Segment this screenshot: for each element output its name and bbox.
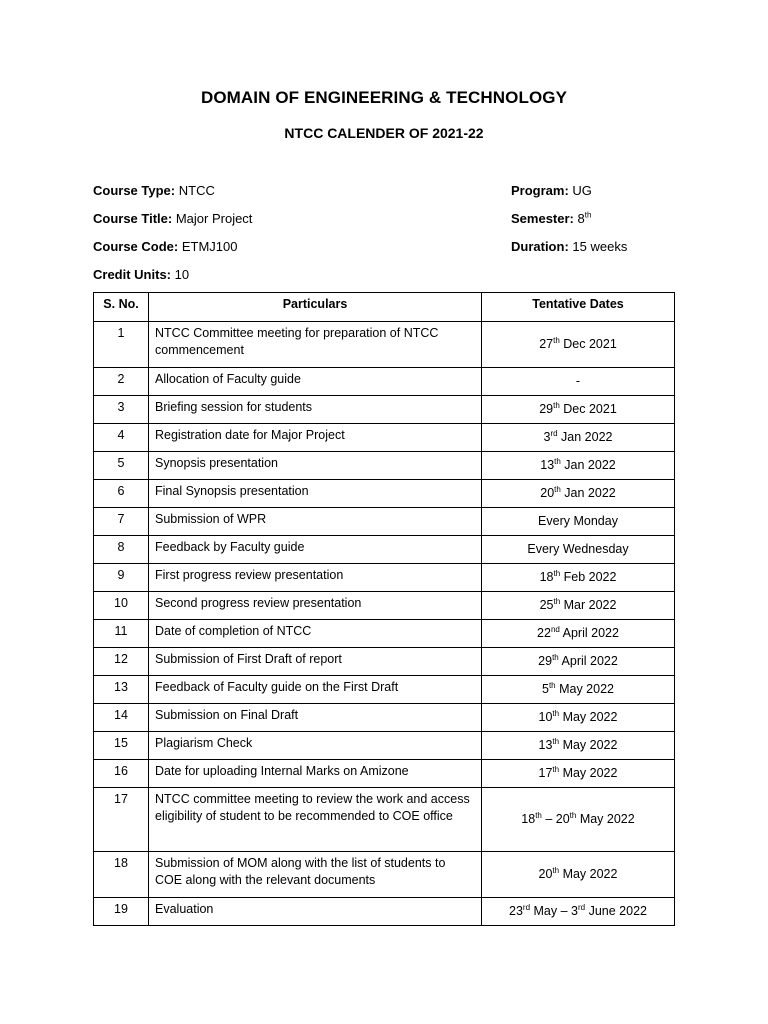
row-date	[482, 508, 675, 536]
row-sno: 15	[94, 732, 149, 760]
row-date	[482, 676, 675, 704]
semester	[511, 211, 591, 226]
row-date	[482, 732, 675, 760]
table-row	[94, 368, 675, 396]
row-sno: 5	[94, 452, 149, 480]
date-text: 29	[539, 402, 554, 416]
table-row	[94, 898, 675, 926]
date-ordinal-suffix: th	[552, 708, 560, 718]
date-text: 20	[538, 867, 553, 881]
date-text: May 2022	[576, 812, 635, 826]
table-row	[94, 788, 675, 852]
row-date	[482, 898, 675, 926]
row-date	[482, 760, 675, 788]
duration-label: Duration:	[511, 239, 569, 254]
date-text: May –	[530, 904, 572, 918]
date-text: 10	[538, 710, 553, 724]
table-row	[94, 732, 675, 760]
header-particulars: Particulars	[149, 293, 482, 322]
date-text: 17	[538, 766, 553, 780]
course-title-label: Course Title:	[93, 211, 173, 226]
date-text: 29	[538, 654, 553, 668]
row-sno: 10	[94, 592, 149, 620]
date-text: 20	[540, 486, 555, 500]
date-text: 18	[539, 570, 554, 584]
row-particular: Final Synopsis presentation	[149, 480, 482, 508]
date-text: -	[575, 374, 581, 388]
date-text: 25	[539, 598, 554, 612]
program	[511, 183, 592, 198]
row-particular: Submission of First Draft of report	[149, 648, 482, 676]
date-text: –	[541, 812, 556, 826]
row-particular: Submission of WPR	[149, 508, 482, 536]
row-date	[482, 788, 675, 852]
date-text: Jan 2022	[560, 458, 616, 472]
table-row	[94, 424, 675, 452]
table-row	[94, 648, 675, 676]
ntcc-calendar-table	[93, 292, 675, 926]
date-text: Jan 2022	[557, 430, 613, 444]
date-text: Every Wednesday	[527, 542, 629, 556]
date-text: Feb 2022	[560, 570, 617, 584]
row-particular: Date of completion of NTCC	[149, 620, 482, 648]
row-particular: Registration date for Major Project	[149, 424, 482, 452]
date-ordinal-suffix: th	[554, 484, 561, 494]
date-text: 27	[539, 337, 554, 351]
date-ordinal-suffix: nd	[550, 624, 560, 634]
date-ordinal-suffix: th	[552, 736, 560, 746]
row-particular: Briefing session for students	[149, 396, 482, 424]
date-ordinal-suffix: th	[553, 400, 560, 410]
row-date	[482, 620, 675, 648]
semester-value: 8th	[577, 210, 592, 226]
date-ordinal-suffix: th	[554, 456, 561, 466]
row-date	[482, 424, 675, 452]
table-row	[94, 396, 675, 424]
course-type	[93, 183, 215, 198]
row-particular: Date for uploading Internal Marks on Amizone	[149, 760, 482, 788]
date-text: April 2022	[559, 626, 619, 640]
table-body	[94, 322, 675, 926]
date-text: 13	[538, 738, 553, 752]
row-particular: Submission on Final Draft	[149, 704, 482, 732]
date-text: 5	[542, 682, 549, 696]
table-row	[94, 852, 675, 898]
row-sno: 19	[94, 898, 149, 926]
header-sno: S. No.	[94, 293, 149, 322]
date-text: May 2022	[555, 682, 614, 696]
credit-units-value: 10	[174, 267, 190, 282]
row-date	[482, 536, 675, 564]
date-text: Dec 2021	[559, 337, 617, 351]
table-row	[94, 592, 675, 620]
row-date	[482, 704, 675, 732]
table-header-row	[94, 293, 675, 322]
date-text: May 2022	[559, 738, 618, 752]
course-title	[93, 211, 252, 226]
table-row	[94, 620, 675, 648]
table-row	[94, 564, 675, 592]
row-particular: Plagiarism Check	[149, 732, 482, 760]
date-ordinal-suffix: th	[535, 810, 542, 820]
row-particular: Second progress review presentation	[149, 592, 482, 620]
row-particular: Synopsis presentation	[149, 452, 482, 480]
table-row	[94, 480, 675, 508]
table-row	[94, 704, 675, 732]
table-row	[94, 536, 675, 564]
row-particular: Allocation of Faculty guide	[149, 368, 482, 396]
row-sno: 16	[94, 760, 149, 788]
date-ordinal-suffix: rd	[550, 428, 558, 438]
row-date	[482, 648, 675, 676]
row-date	[482, 452, 675, 480]
row-date	[482, 852, 675, 898]
row-date	[482, 480, 675, 508]
duration-value: 15 weeks	[572, 239, 628, 254]
course-type-label: Course Type:	[93, 183, 176, 198]
course-title-value: Major Project	[175, 211, 253, 226]
date-ordinal-suffix: th	[553, 568, 561, 578]
row-particular: Evaluation	[149, 898, 482, 926]
page-subtitle: NTCC CALENDER OF 2021-22	[284, 125, 484, 141]
row-sno: 3	[94, 396, 149, 424]
credit-units-label: Credit Units:	[93, 267, 171, 282]
date-text: June 2022	[585, 904, 647, 918]
row-particular: First progress review presentation	[149, 564, 482, 592]
row-sno: 13	[94, 676, 149, 704]
program-label: Program:	[511, 183, 569, 198]
row-sno: 11	[94, 620, 149, 648]
program-value: UG	[572, 183, 592, 198]
date-ordinal-suffix: th	[552, 865, 560, 875]
row-sno: 1	[94, 322, 149, 368]
row-date	[482, 322, 675, 368]
date-text: 20	[555, 812, 570, 826]
date-text: May 2022	[559, 710, 618, 724]
date-text: 18	[521, 812, 536, 826]
row-sno: 6	[94, 480, 149, 508]
row-particular: Feedback of Faculty guide on the First Draft	[149, 676, 482, 704]
date-ordinal-suffix: th	[553, 335, 560, 345]
date-text: 22	[537, 626, 551, 640]
row-date	[482, 396, 675, 424]
duration	[511, 239, 627, 254]
row-sno: 7	[94, 508, 149, 536]
date-text: May 2022	[559, 867, 618, 881]
table-row	[94, 676, 675, 704]
date-text: Every Monday	[538, 514, 618, 528]
date-ordinal-suffix: rd	[578, 902, 586, 912]
row-date	[482, 564, 675, 592]
credit-units	[93, 267, 189, 282]
date-ordinal-suffix: th	[548, 680, 556, 690]
row-sno: 12	[94, 648, 149, 676]
row-particular: Submission of MOM along with the list of students to COE along with the relevant documents	[149, 852, 482, 898]
course-code-label: Course Code:	[93, 239, 179, 254]
row-date	[482, 368, 675, 396]
date-text: Dec 2021	[559, 402, 617, 416]
date-ordinal-suffix: th	[569, 810, 577, 820]
row-sno: 8	[94, 536, 149, 564]
semester-label: Semester:	[511, 211, 574, 226]
course-code	[93, 239, 238, 254]
row-sno: 4	[94, 424, 149, 452]
header-dates: Tentative Dates	[482, 293, 675, 322]
page-title: DOMAIN OF ENGINEERING & TECHNOLOGY	[200, 88, 568, 107]
date-text: April 2022	[558, 654, 618, 668]
row-particular: Feedback by Faculty guide	[149, 536, 482, 564]
row-sno: 9	[94, 564, 149, 592]
date-ordinal-suffix: th	[553, 596, 561, 606]
date-ordinal-suffix: th	[552, 764, 560, 774]
date-text: 3	[571, 904, 578, 918]
date-ordinal-suffix: th	[552, 652, 559, 662]
row-sno: 2	[94, 368, 149, 396]
row-particular: NTCC committee meeting to review the work and access eligibility of student to be recommended to COE office	[149, 788, 482, 852]
date-text: May 2022	[559, 766, 618, 780]
row-date	[482, 592, 675, 620]
row-sno: 14	[94, 704, 149, 732]
date-text: 3	[543, 430, 551, 444]
course-code-value: ETMJ100	[181, 239, 238, 254]
row-sno: 17	[94, 788, 149, 852]
date-text: 13	[540, 458, 555, 472]
date-text: 23	[509, 904, 523, 918]
date-text: Jan 2022	[560, 486, 616, 500]
table-row	[94, 452, 675, 480]
table-row	[94, 508, 675, 536]
date-text: Mar 2022	[560, 598, 617, 612]
course-type-value: NTCC	[178, 183, 215, 198]
row-particular: NTCC Committee meeting for preparation of NTCC commencement	[149, 322, 482, 368]
table-row	[94, 322, 675, 368]
row-sno: 18	[94, 852, 149, 898]
date-ordinal-suffix: rd	[522, 902, 531, 912]
table-row	[94, 760, 675, 788]
